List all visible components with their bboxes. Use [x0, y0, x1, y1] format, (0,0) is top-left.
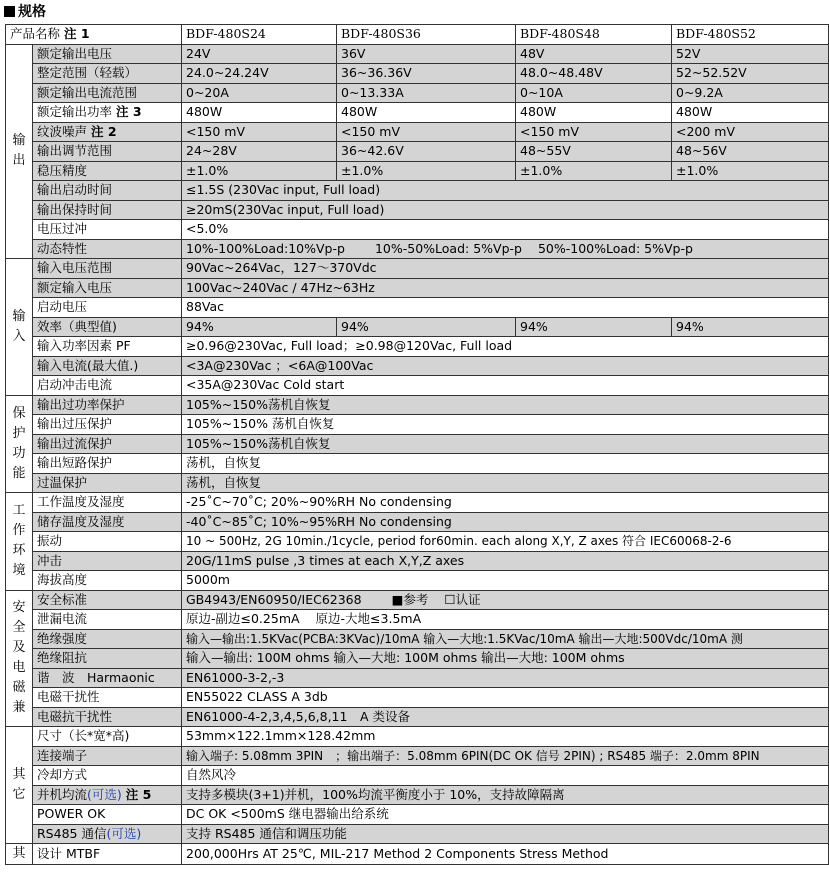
spec-value: 52V [672, 44, 829, 64]
spec-label: 稳压精度 [33, 161, 182, 181]
row-pf [6, 337, 829, 357]
spec-value: 荡机，自恢复 [182, 473, 829, 493]
certification-checkbox: ☐认证 [444, 591, 481, 607]
spec-value: ±1.0% [182, 161, 337, 181]
spec-label: 连接端子 [33, 746, 182, 766]
group-other: 其 它 [6, 727, 33, 844]
spec-label: POWER OK [33, 805, 182, 825]
spec-label: 输入电流(最大值.) [33, 356, 182, 376]
spec-label: 振动 [33, 532, 182, 552]
row-terminal [6, 746, 829, 766]
spec-value: 480W [516, 103, 672, 123]
spec-value: 0~9.2A [672, 83, 829, 103]
spec-label: 输入功率因素 PF [33, 337, 182, 357]
spec-value: GB4943/EN60950/IEC62368 ■参考 ☐认证 [182, 590, 829, 610]
row-safety-standard [6, 590, 829, 610]
group-input: 输 入 [6, 259, 33, 396]
spec-label: 效率（典型值) [33, 317, 182, 337]
spec-value: 48V [516, 44, 672, 64]
spec-value: ±1.0% [337, 161, 516, 181]
spec-label: 输入电压范围 [33, 259, 182, 279]
row-regulation [6, 161, 829, 181]
spec-value: 480W [182, 103, 337, 123]
row-ripple [6, 122, 829, 142]
spec-value: <200 mV [672, 122, 829, 142]
group-protection: 保 护 功 能 [6, 395, 33, 493]
spec-value: <150 mV [182, 122, 337, 142]
spec-value: EN55022 CLASS A 3db [182, 688, 829, 708]
row-rated-voltage [6, 44, 829, 64]
spec-value: 36~42.6V [337, 142, 516, 162]
spec-label: 输出过流保护 [33, 434, 182, 454]
spec-value: 输入—输出: 100M ohms 输入—大地: 100M ohms 输出—大地: 100M ohms [182, 649, 829, 669]
spec-value: 0~10A [516, 83, 672, 103]
spec-value: <5.0% [182, 220, 829, 240]
row-start-voltage [6, 298, 829, 318]
spec-table [5, 24, 829, 865]
spec-label: 额定输出电压 [33, 44, 182, 64]
row-hold-time [6, 200, 829, 220]
spec-label: 动态特性 [33, 239, 182, 259]
spec-label: 尺寸（长*宽*高) [33, 727, 182, 747]
spec-label: 安全标准 [33, 590, 182, 610]
row-adjust-range [6, 142, 829, 162]
spec-value: 94% [516, 317, 672, 337]
spec-value: ≥0.96@230Vac, Full load；≥0.98@120Vac, Full load [182, 337, 829, 357]
spec-label: 电压过冲 [33, 220, 182, 240]
spec-value: 88Vac [182, 298, 829, 318]
spec-label: 泄漏电流 [33, 610, 182, 630]
spec-label: 输出保持时间 [33, 200, 182, 220]
row-inrush [6, 376, 829, 396]
spec-label: 电磁抗干扰性 [33, 707, 182, 727]
spec-value: 支持多模块(3+1)并机，100%均流平衡度小于 10%，支持故障隔离 [182, 785, 829, 805]
row-insulation-strength [6, 629, 829, 649]
spec-value: <150 mV [337, 122, 516, 142]
row-insulation-resistance [6, 649, 829, 669]
spec-value: -40˚C~85˚C; 10%~95%RH No condensing [182, 512, 829, 532]
spec-value: 输入—输出:1.5KVac(PCBA:3KVac)/10mA 输入—大地:1.5KVac/10mA 输出—大地:500Vdc/10mA 测 [182, 629, 829, 649]
spec-value: 10 ~ 500Hz, 2G 10min./1cycle, period for60min. each along X,Y, Z axes 符合 IEC60068-2-6 [182, 532, 829, 552]
spec-value: <3A@230Vac ；<6A@100Vac [182, 356, 829, 376]
spec-label: 并机均流(可选) 注 5 [33, 785, 182, 805]
spec-value: 自然风冷 [182, 766, 829, 786]
spec-label: 纹波噪声 注 2 [33, 122, 182, 142]
row-overshoot [6, 220, 829, 240]
row-storage [6, 512, 829, 532]
spec-value: 20G/11mS pulse ,3 times at each X,Y,Z axes [182, 551, 829, 571]
spec-label: 启动冲击电流 [33, 376, 182, 396]
spec-value: 24.0~24.24V [182, 64, 337, 84]
spec-value: <35A@230Vac Cold start [182, 376, 829, 396]
row-dynamic [6, 239, 829, 259]
spec-value: ±1.0% [516, 161, 672, 181]
spec-label: 过温保护 [33, 473, 182, 493]
spec-label: 输出启动时间 [33, 181, 182, 201]
row-mtbf [6, 844, 829, 865]
reference-checkbox: ■参考 [391, 591, 429, 607]
spec-label: 输出过功率保护 [33, 395, 182, 415]
spec-label: 谐 波 Harmaonic [33, 668, 182, 688]
spec-value: 24~28V [182, 142, 337, 162]
spec-value: ±1.0% [672, 161, 829, 181]
row-emi [6, 688, 829, 708]
spec-value: 94% [182, 317, 337, 337]
spec-label: 电磁干扰性 [33, 688, 182, 708]
spec-value: 支持 RS485 通信和调压功能 [182, 824, 829, 844]
spec-value: 480W [672, 103, 829, 123]
spec-heading: 规格 [4, 2, 46, 22]
spec-label: 额定输入电压 [33, 278, 182, 298]
spec-value: 105%~150%荡机自恢复 [182, 395, 829, 415]
spec-value: ≥20mS(230Vac input, Full load) [182, 200, 829, 220]
spec-label: 工作温度及湿度 [33, 493, 182, 513]
row-over-power [6, 395, 829, 415]
spec-value: EN61000-3-2,-3 [182, 668, 829, 688]
spec-label: 输出过压保护 [33, 415, 182, 435]
spec-label: 额定输出功率 注 3 [33, 103, 182, 123]
group-other-2: 其 [6, 844, 33, 865]
product-name-label: 产品名称 注 1 [6, 25, 182, 45]
row-rated-power [6, 103, 829, 123]
row-max-current [6, 356, 829, 376]
spec-value: 53mm×122.1mm×128.42mm [182, 727, 829, 747]
row-power-ok [6, 805, 829, 825]
group-safety: 安 全 及 电 磁 兼 [6, 590, 33, 727]
spec-value: 48~56V [672, 142, 829, 162]
row-rs485 [6, 824, 829, 844]
spec-value: <150 mV [516, 122, 672, 142]
row-shock [6, 551, 829, 571]
group-output: 输 出 [6, 44, 33, 259]
spec-value: -25˚C~70˚C; 20%~90%RH No condensing [182, 493, 829, 513]
row-over-temp [6, 473, 829, 493]
model-48: BDF-480S48 [516, 25, 672, 45]
row-input-voltage-range [6, 259, 829, 279]
spec-value: 200,000Hrs AT 25℃, MIL-217 Method 2 Components Stress Method [182, 844, 829, 865]
row-rated-input [6, 278, 829, 298]
spec-value: 0~13.33A [337, 83, 516, 103]
row-efficiency [6, 317, 829, 337]
row-cooling [6, 766, 829, 786]
row-startup-time [6, 181, 829, 201]
spec-label: 整定范围（轻载） [33, 64, 182, 84]
spec-label: 储存温度及湿度 [33, 512, 182, 532]
spec-label: 额定输出电流范围 [33, 83, 182, 103]
spec-value: 36~36.36V [337, 64, 516, 84]
spec-value: 10%-100%Load:10%Vp-p 10%-50%Load: 5%Vp-p 50%-100%Load: 5%Vp-p [182, 239, 829, 259]
spec-label: 冲击 [33, 551, 182, 571]
row-harmonic [6, 668, 829, 688]
spec-label: 启动电压 [33, 298, 182, 318]
row-rated-current [6, 83, 829, 103]
spec-label: 设计 MTBF [33, 844, 182, 865]
spec-label: 海拔高度 [33, 571, 182, 591]
spec-value: 100Vac~240Vac / 47Hz~63Hz [182, 278, 829, 298]
spec-value: 原边-副边≤0.25mA 原边-大地≤3.5mA [182, 610, 829, 630]
spec-value: 输入端子: 5.08mm 3PIN ；输出端子：5.08mm 6PIN(DC OK 信号 2PIN) ; RS485 端子：2.0mm 8PIN [182, 746, 829, 766]
row-short-circuit [6, 454, 829, 474]
spec-value: 94% [672, 317, 829, 337]
row-vibration [6, 532, 829, 552]
row-adjust-range-light [6, 64, 829, 84]
spec-label: 输出短路保护 [33, 454, 182, 474]
spec-label: RS485 通信(可选) [33, 824, 182, 844]
row-over-current [6, 434, 829, 454]
spec-value: 荡机，自恢复 [182, 454, 829, 474]
spec-value: 105%~150%荡机自恢复 [182, 434, 829, 454]
spec-value: 94% [337, 317, 516, 337]
spec-value: 480W [337, 103, 516, 123]
spec-value: 105%~150% 荡机自恢复 [182, 415, 829, 435]
spec-value: DC OK <500mS 继电器输出给系统 [182, 805, 829, 825]
square-bullet-icon [4, 6, 15, 17]
row-operating [6, 493, 829, 513]
spec-value: 48.0~48.48V [516, 64, 672, 84]
spec-label: 输出调节范围 [33, 142, 182, 162]
row-altitude [6, 571, 829, 591]
spec-value: EN61000-4-2,3,4,5,6,8,11 A 类设备 [182, 707, 829, 727]
spec-value: 48~55V [516, 142, 672, 162]
spec-value: 90Vac~264Vac，127～370Vdc [182, 259, 829, 279]
spec-value: 36V [337, 44, 516, 64]
header-row [6, 25, 829, 45]
model-36: BDF-480S36 [337, 25, 516, 45]
row-size [6, 727, 829, 747]
spec-value: 52~52.52V [672, 64, 829, 84]
row-parallel [6, 785, 829, 805]
row-ems [6, 707, 829, 727]
model-24: BDF-480S24 [182, 25, 337, 45]
spec-label: 绝缘强度 [33, 629, 182, 649]
spec-value: 5000m [182, 571, 829, 591]
model-52: BDF-480S52 [672, 25, 829, 45]
spec-value: 24V [182, 44, 337, 64]
spec-value: 0~20A [182, 83, 337, 103]
row-leakage [6, 610, 829, 630]
spec-value: ≤1.5S (230Vac input, Full load) [182, 181, 829, 201]
spec-label: 冷却方式 [33, 766, 182, 786]
spec-label: 绝缘阻抗 [33, 649, 182, 669]
group-environment: 工 作 环 境 [6, 493, 33, 591]
row-over-voltage [6, 415, 829, 435]
